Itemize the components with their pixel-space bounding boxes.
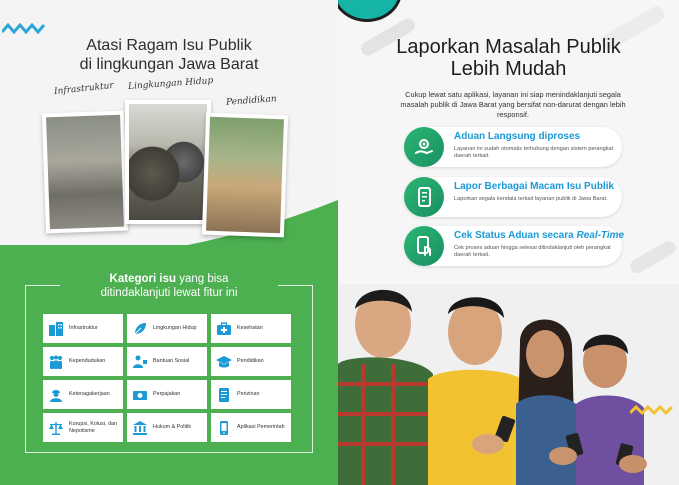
feature-cek-status: [404, 226, 625, 266]
category-title-bold: Kategori isu: [109, 273, 177, 285]
phone-app-icon: [215, 419, 233, 437]
photo-garbage-pile: [125, 100, 211, 224]
left-title-line2: di lingkungan Jawa Barat: [79, 56, 259, 73]
right-title-line1: Laporkan Masalah Publik: [396, 36, 621, 58]
tap-phone-icon: [404, 226, 444, 266]
category-perpajakan[interactable]: [127, 380, 207, 409]
feature-title: Aduan Langsung diproses: [454, 131, 581, 142]
category-label: Perpajakan: [153, 391, 181, 398]
people-with-phones-photo: [338, 284, 679, 485]
people-icon: [47, 353, 65, 371]
feature-desc: Layanan ini sudah otomatis terhubung dengan sistem perangkat daerah terkait.: [454, 146, 614, 159]
photo-caption-infrastruktur: Infrastruktur: [53, 80, 115, 98]
photo-students: [202, 113, 288, 238]
category-grid: [43, 314, 291, 442]
category-label: Kependudukan: [69, 358, 106, 365]
category-lingkungan-hidup[interactable]: [127, 314, 207, 343]
right-title: [338, 36, 679, 80]
left-title: [0, 36, 338, 74]
worker-icon: [47, 386, 65, 404]
category-aplikasi-pemerintah[interactable]: [211, 413, 291, 442]
teal-circle-decoration: [338, 0, 402, 22]
category-bantuan-sosial[interactable]: [127, 347, 207, 376]
photo-caption-pendidikan: Pendidikan: [225, 94, 277, 108]
building-icon: [47, 320, 65, 338]
category-label: Aplikasi Pemerintah: [237, 424, 285, 431]
category-label: Bantuan Sosial: [153, 358, 190, 365]
category-title-rest: yang bisa: [176, 273, 229, 285]
tax-icon: [131, 386, 149, 404]
category-label: Lingkungan Hidup: [153, 325, 197, 332]
left-title-line1: Atasi Ragam Isu Publik: [86, 37, 252, 54]
zigzag-decoration: [2, 22, 46, 36]
category-label: Hukum & Politik: [153, 424, 192, 431]
feature-desc: Laporkan segala kendala terkait layanan publik di Jawa Barat.: [454, 196, 608, 202]
category-pendidikan[interactable]: [211, 347, 291, 376]
scale-icon: [47, 419, 65, 437]
category-label: Korupsi, Kolusi, dan Nepotisme: [69, 421, 117, 434]
photo-damaged-road: [42, 111, 128, 234]
leaf-icon: [131, 320, 149, 338]
category-kesehatan[interactable]: [211, 314, 291, 343]
brush-stroke-decoration: [628, 238, 678, 275]
feature-desc: Cek proses aduan hingga selesai ditindaklanjuti oleh perangkat daerah terkait.: [454, 245, 611, 258]
category-label: Pendidikan: [237, 358, 264, 365]
right-panel: [338, 0, 679, 485]
courthouse-icon: [131, 419, 149, 437]
category-label: Infrastruktur: [69, 325, 98, 332]
category-hukum-politik[interactable]: [127, 413, 207, 442]
category-kependudukan[interactable]: [43, 347, 123, 376]
category-kkn[interactable]: [43, 413, 123, 442]
category-ketenagakerjaan[interactable]: [43, 380, 123, 409]
left-panel: [0, 0, 338, 485]
document-icon: [215, 386, 233, 404]
zigzag-decoration: [630, 404, 676, 416]
social-aid-icon: [131, 353, 149, 371]
feature-title: Cek Status Aduan secara Real-Time: [454, 230, 625, 241]
graduation-cap-icon: [215, 353, 233, 371]
report-phone-icon: [404, 177, 444, 217]
category-title: [0, 272, 338, 300]
category-perizinan[interactable]: [211, 380, 291, 409]
feature-lapor-isu: [404, 177, 622, 217]
category-label: Kesehatan: [237, 325, 263, 332]
category-title-line2: ditindaklanjuti lewat fitur ini: [100, 287, 238, 299]
category-label: Perizinan: [237, 391, 260, 398]
category-label: Ketenagakerjaan: [69, 391, 110, 398]
photo-caption-lingkungan: Lingkungan Hidup: [127, 76, 214, 92]
category-infrastruktur[interactable]: [43, 314, 123, 343]
feature-title: Lapor Berbagai Macam Isu Publik: [454, 181, 615, 192]
gear-hand-icon: [404, 127, 444, 167]
right-title-line2: Lebih Mudah: [450, 58, 567, 80]
medical-kit-icon: [215, 320, 233, 338]
feature-aduan-langsung: [404, 127, 622, 167]
intro-text: Cukup lewat satu aplikasi, layanan ini siap menindaklanjuti segala masalah publik di Jawa Barat yang bersifat non-darurat dengan lebih responsif.: [400, 90, 626, 119]
